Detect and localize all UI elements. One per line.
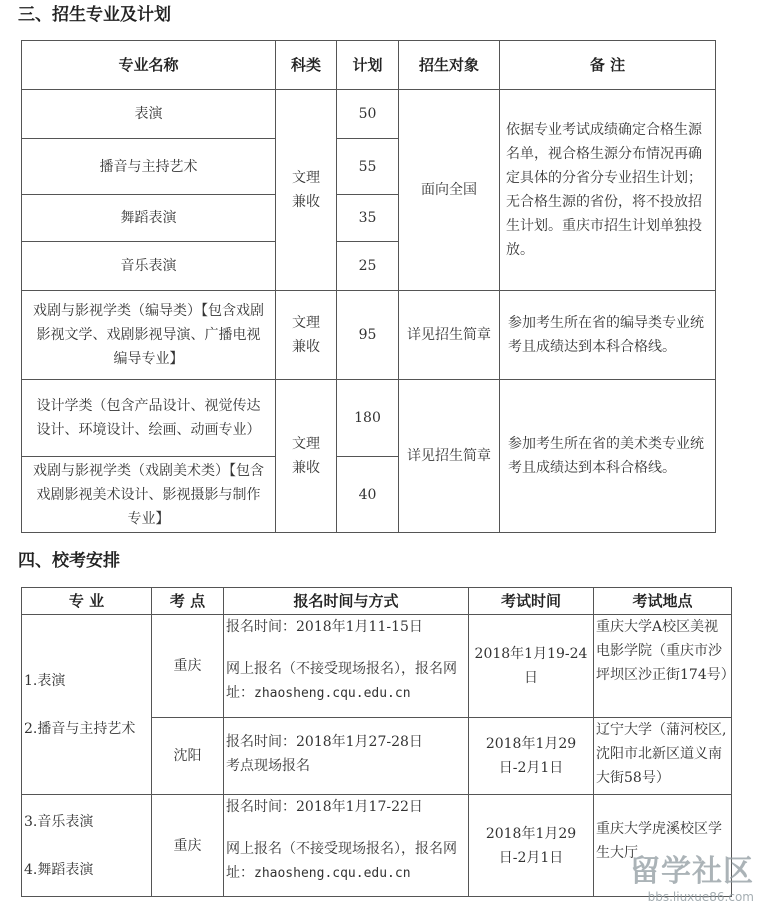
- major-item: 2.播音与主持艺术: [24, 720, 136, 737]
- site-cell: 重庆: [152, 615, 224, 718]
- header-target: 招生对象: [399, 41, 500, 90]
- target-cell: 详见招生简章: [399, 380, 500, 533]
- category-cell: 文理兼收: [276, 380, 337, 533]
- note-cell: 参加考生所在省的编导类专业统考且成绩达到本科合格线。: [500, 291, 716, 380]
- majors-cell: [22, 615, 152, 795]
- plan-count: 25: [337, 242, 399, 291]
- registration-time: 报名时间：2018年1月17-22日: [226, 799, 423, 815]
- table-row: [22, 615, 732, 718]
- enrollment-plan-table: [21, 40, 716, 533]
- major-name: 戏剧与影视学类（戏剧美术类）【包含戏剧影视美术设计、影视摄影与制作专业】: [22, 457, 276, 533]
- plan-count: 35: [337, 195, 399, 242]
- major-name: 播音与主持艺术: [22, 139, 276, 195]
- plan-count: 95: [337, 291, 399, 380]
- major-item: 4.舞蹈表演: [24, 861, 94, 878]
- category-cell: 文理兼收: [276, 291, 337, 380]
- header-category: 科类: [276, 41, 337, 90]
- table-row: [22, 291, 716, 380]
- registration-method: 网上报名（不接受现场报名），报名网址：: [226, 841, 457, 881]
- header-exam-location: 考试地点: [594, 588, 732, 615]
- section3-title: 三、招生专业及计划: [18, 5, 171, 25]
- registration-method: 考点现场报名: [226, 758, 310, 774]
- site-cell: 沈阳: [152, 718, 224, 795]
- header-registration: 报名时间与方式: [224, 588, 469, 615]
- section4-title: 四、校考安排: [18, 551, 120, 571]
- plan-count: 50: [337, 90, 399, 139]
- exam-location-cell: 重庆大学A校区美视电影学院（重庆市沙坪坝区沙正街174号）: [594, 615, 732, 718]
- table-header-row: [22, 41, 716, 90]
- plan-count: 180: [337, 380, 399, 457]
- exam-schedule-table: [21, 587, 735, 897]
- exam-time-cell: 2018年1月29日-2月1日: [469, 718, 594, 795]
- registration-url-link[interactable]: zhaosheng.cqu.edu.cn: [254, 686, 411, 701]
- table-row: [22, 795, 732, 897]
- registration-time: 报名时间：2018年1月27-28日: [226, 734, 423, 750]
- header-site: 考 点: [152, 588, 224, 615]
- target-cell: 详见招生简章: [399, 291, 500, 380]
- major-item: 3.音乐表演: [24, 813, 94, 830]
- major-name: 戏剧与影视学类（编导类）【包含戏剧影视文学、戏剧影视导演、广播电视编导专业】: [22, 291, 276, 380]
- watermark-url: bbs.liuxue86.com: [647, 890, 754, 904]
- major-name: 设计学类（包含产品设计、视觉传达设计、环境设计、绘画、动画专业）: [22, 380, 276, 457]
- exam-time-cell: 2018年1月29日-2月1日: [469, 795, 594, 897]
- exam-time-cell: 2018年1月19-24日: [469, 615, 594, 718]
- registration-method: 网上报名（不接受现场报名），报名网址：: [226, 661, 457, 701]
- major-item: 1.表演: [24, 672, 66, 689]
- table-header-row: [22, 588, 732, 615]
- category-cell: 文理兼收: [276, 90, 337, 291]
- target-cell: 面向全国: [399, 90, 500, 291]
- table-row: [22, 90, 716, 139]
- plan-count: 40: [337, 457, 399, 533]
- majors-cell: [22, 795, 152, 897]
- site-cell: 重庆: [152, 795, 224, 897]
- watermark-logo: [630, 846, 754, 904]
- header-plan: 计划: [337, 41, 399, 90]
- registration-cell: [224, 718, 469, 795]
- exam-location-cell: 重庆大学虎溪校区学生大厅: [594, 795, 732, 897]
- header-major: 专业名称: [22, 41, 276, 90]
- header-exam-time: 考试时间: [469, 588, 594, 615]
- header-note: 备 注: [500, 41, 716, 90]
- registration-url-link[interactable]: zhaosheng.cqu.edu.cn: [254, 866, 411, 881]
- plan-count: 55: [337, 139, 399, 195]
- note-cell: 依据专业考试成绩确定合格生源名单，视合格生源分布情况再确定具体的分省分专业招生计划；无合格生源的省份，将不投放招生计划。重庆市招生计划单独投放。: [500, 90, 716, 291]
- exam-location-cell: 辽宁大学（蒲河校区,沈阳市北新区道义南大街58号）: [594, 718, 732, 795]
- major-name: 表演: [22, 90, 276, 139]
- table-row: [22, 380, 716, 457]
- header-major: 专 业: [22, 588, 152, 615]
- registration-time: 报名时间：2018年1月11-15日: [226, 619, 423, 635]
- registration-cell: [224, 615, 469, 718]
- watermark-title: 留学社区: [630, 854, 754, 889]
- note-cell: 参加考生所在省的美术类专业统考且成绩达到本科合格线。: [500, 380, 716, 533]
- registration-cell: [224, 795, 469, 897]
- major-name: 舞蹈表演: [22, 195, 276, 242]
- major-name: 音乐表演: [22, 242, 276, 291]
